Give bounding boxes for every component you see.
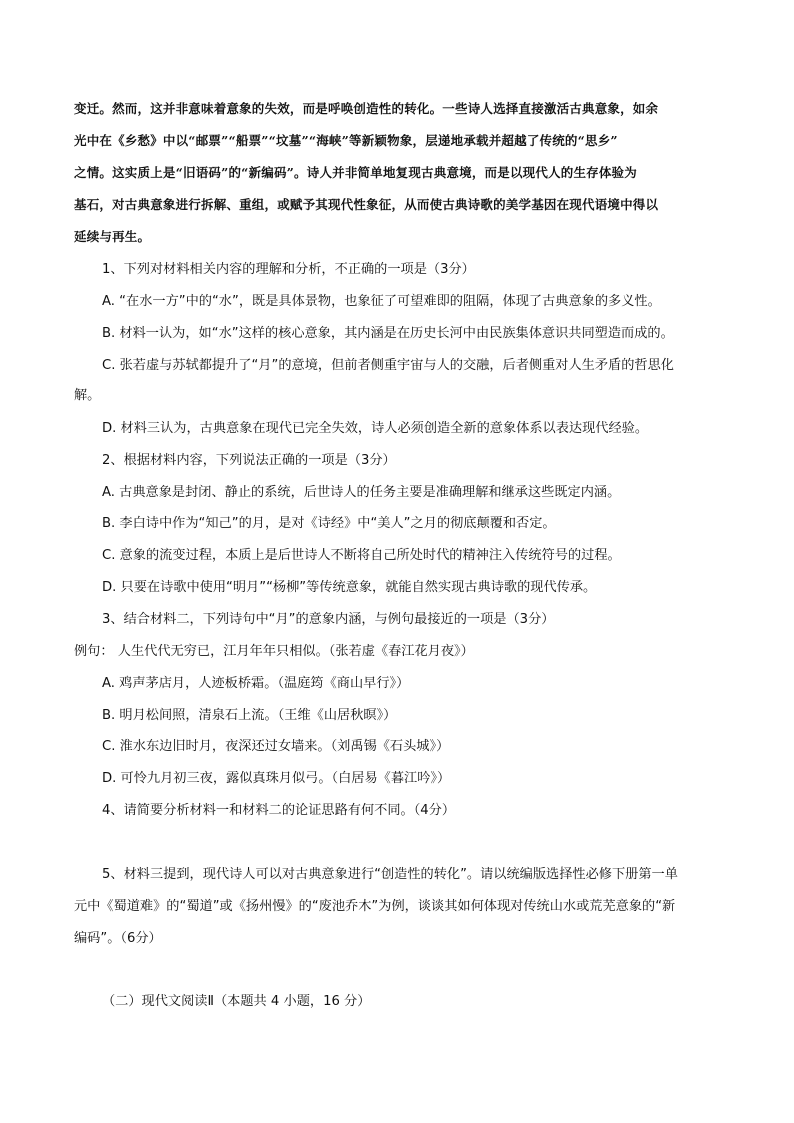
passage-line-4: 基石，对古典意象进行拆解、重组，或赋予其现代性象征，从而使古典诗歌的美学基因在现代语境中得以 xyxy=(74,197,659,212)
q1-option-a: A. “在水一方”中的“水”，既是具体景物，也象征了可望难即的阻隔，体现了古典意象的多义性。 xyxy=(102,294,661,309)
q1-option-b: B. 材料一认为，如“水”这样的核心意象，其内涵是在历史长河中由民族集体意识共同塑造而成的。 xyxy=(102,326,674,341)
q3-stem: 3、结合材料二，下列诗句中“月”的意象内涵，与例句最接近的一项是（3分） xyxy=(102,612,555,627)
q2-stem: 2、根据材料内容，下列说法正确的一项是（3分） xyxy=(102,453,396,468)
q2-option-a: A. 古典意象是封闭、静止的系统，后世诗人的任务主要是准确理解和继承这些既定内涵。 xyxy=(102,485,621,500)
q2-option-d: D. 只要在诗歌中使用“明月”“杨柳”等传统意象，就能自然实现古典诗歌的现代传承。 xyxy=(102,580,597,595)
q2-option-b: B. 李白诗中作为“知己”的月，是对《诗经》中“美人”之月的彻底颠覆和否定。 xyxy=(102,516,556,531)
q1-stem: 1、下列对材料相关内容的理解和分析，不正确的一项是（3分） xyxy=(102,262,475,277)
q5-line-1: 5、材料三提到，现代诗人可以对古典意象进行“创造性的转化”。请以统编版选择性必修下册第一单 xyxy=(102,867,678,882)
section-heading: （二）现代文阅读Ⅱ（本题共 4 小题，16 分） xyxy=(102,994,371,1009)
passage-line-5: 延续与再生。 xyxy=(74,229,151,244)
q3-option-b: B. 明月松间照，清泉石上流。（王维《山居秋暝》） xyxy=(102,708,397,723)
q3-option-c: C. 淮水东边旧时月，夜深还过女墙来。（刘禹锡《石头城》） xyxy=(102,739,450,754)
q4-stem: 4、请简要分析材料一和材料二的论证思路有何不同。（4分） xyxy=(102,803,456,818)
passage-line-1: 变迁。然而，这并非意味着意象的失效，而是呼唤创造性的转化。一些诗人选择直接激活古典意象，如余 xyxy=(74,101,659,116)
q1-option-c: C. 张若虚与苏轼都提升了“月”的意境，但前者侧重宇宙与人的交融，后者侧重对人生矛盾的哲思化 xyxy=(102,358,674,373)
q2-option-c: C. 意象的流变过程，本质上是后世诗人不断将自己所处时代的精神注入传统符号的过程。 xyxy=(102,548,621,563)
q1-option-d: D. 材料三认为，古典意象在现代已完全失效，诗人必须创造全新的意象体系以表达现代经验。 xyxy=(102,421,649,436)
q1-option-c-continued: 解。 xyxy=(74,388,101,403)
passage-line-3: 之情。这实质上是“旧语码”的“新编码”。诗人并非简单地复现古典意境，而是以现代人的生存体验为 xyxy=(74,165,637,180)
q3-option-d: D. 可怜九月初三夜，露似真珠月似弓。（白居易《暮江吟》） xyxy=(102,771,451,786)
q3-option-a: A. 鸡声茅店月，人迹板桥霜。（温庭筠《商山早行》） xyxy=(102,676,410,691)
passage-line-2: 光中在《乡愁》中以“邮票”“船票”“坟墓”“海峡”等新颖物象，层递地承载并超越了传统的“思乡” xyxy=(74,133,618,148)
q5-line-3: 编码”。（6分） xyxy=(74,931,162,946)
q5-line-2: 元中《蜀道难》的“蜀道”或《扬州慢》的“废池乔木”为例，谈谈其如何体现对传统山水或荒芜意象的“新 xyxy=(74,899,676,914)
q3-example: 例句： 人生代代无穷已，江月年年只相似。（张若虚《春江花月夜》） xyxy=(74,644,474,659)
